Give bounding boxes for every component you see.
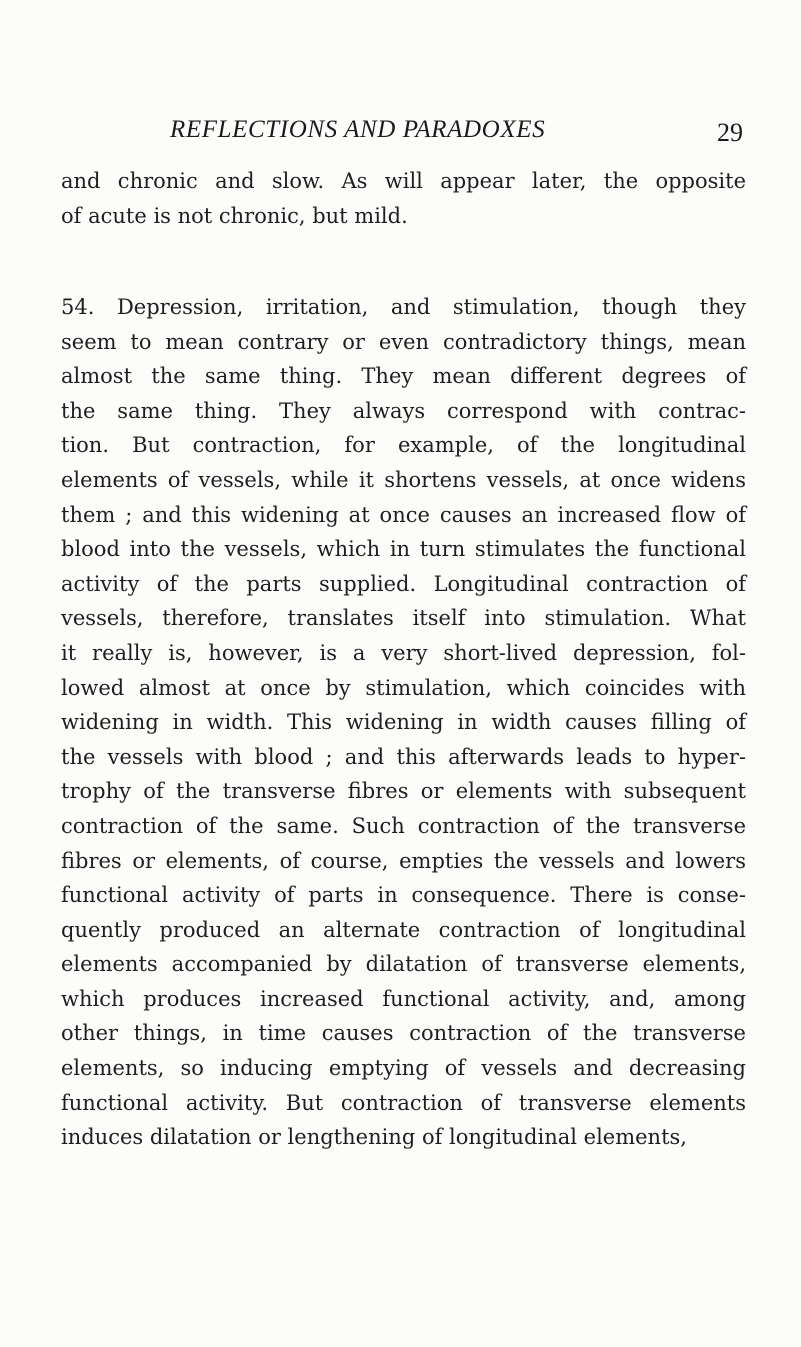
paragraph-continuation xyxy=(61,164,746,233)
text-line: other things, in time causes contraction of the transverse xyxy=(61,1021,746,1046)
text-line: vessels, therefore, translates itself into stimulation. What xyxy=(61,606,746,631)
text-line: functional activity of parts in consequence. There is conse- xyxy=(61,883,746,908)
text-line: 54. Depression, irritation, and stimulation, though they xyxy=(61,295,746,319)
text-line: trophy of the transverse fibres or elements with subsequent xyxy=(61,779,746,804)
running-head: REFLECTIONS AND PARADOXES xyxy=(170,116,546,143)
text-line: elements accompanied by dilatation of transverse elements, xyxy=(61,952,746,977)
paragraph-54 xyxy=(61,290,746,1155)
text-line: of acute is not chronic, but mild. xyxy=(61,203,408,228)
text-line: seem to mean contrary or even contradictory things, mean xyxy=(61,329,746,354)
text-line: the vessels with blood ; and this afterwards leads to hyper- xyxy=(61,744,746,769)
text-line: which produces increased functional activity, and, among xyxy=(61,986,746,1011)
text-line: almost the same thing. They mean different degrees of xyxy=(61,364,746,389)
text-line: quently produced an alternate contraction of longitudinal xyxy=(61,917,746,942)
text-line: lowed almost at once by stimulation, which coincides with xyxy=(61,675,746,700)
text-line: contraction of the same. Such contraction of the transverse xyxy=(61,813,746,838)
text-line: elements, so inducing emptying of vessels and decreasing xyxy=(61,1056,746,1081)
text-line: them ; and this widening at once causes an increased flow of xyxy=(61,502,746,527)
page-number: 29 xyxy=(717,118,743,147)
text-line: and chronic and slow. As will appear later, the opposite xyxy=(61,169,746,193)
text-line: elements of vessels, while it shortens vessels, at once widens xyxy=(61,467,746,492)
text-line: fibres or elements, of course, empties the vessels and lowers xyxy=(61,848,746,873)
text-line: activity of the parts supplied. Longitudinal contraction of xyxy=(61,571,746,596)
text-line: the same thing. They always correspond with contrac- xyxy=(61,398,746,423)
text-line: tion. But contraction, for example, of the longitudinal xyxy=(61,433,746,458)
text-line: induces dilatation or lengthening of longitudinal elements, xyxy=(61,1125,687,1150)
text-line: blood into the vessels, which in turn stimulates the functional xyxy=(61,537,746,562)
text-line: widening in width. This widening in width causes filling of xyxy=(61,710,746,735)
text-line: functional activity. But contraction of transverse elements xyxy=(61,1090,746,1115)
text-line: it really is, however, is a very short-lived depression, fol- xyxy=(61,640,746,665)
